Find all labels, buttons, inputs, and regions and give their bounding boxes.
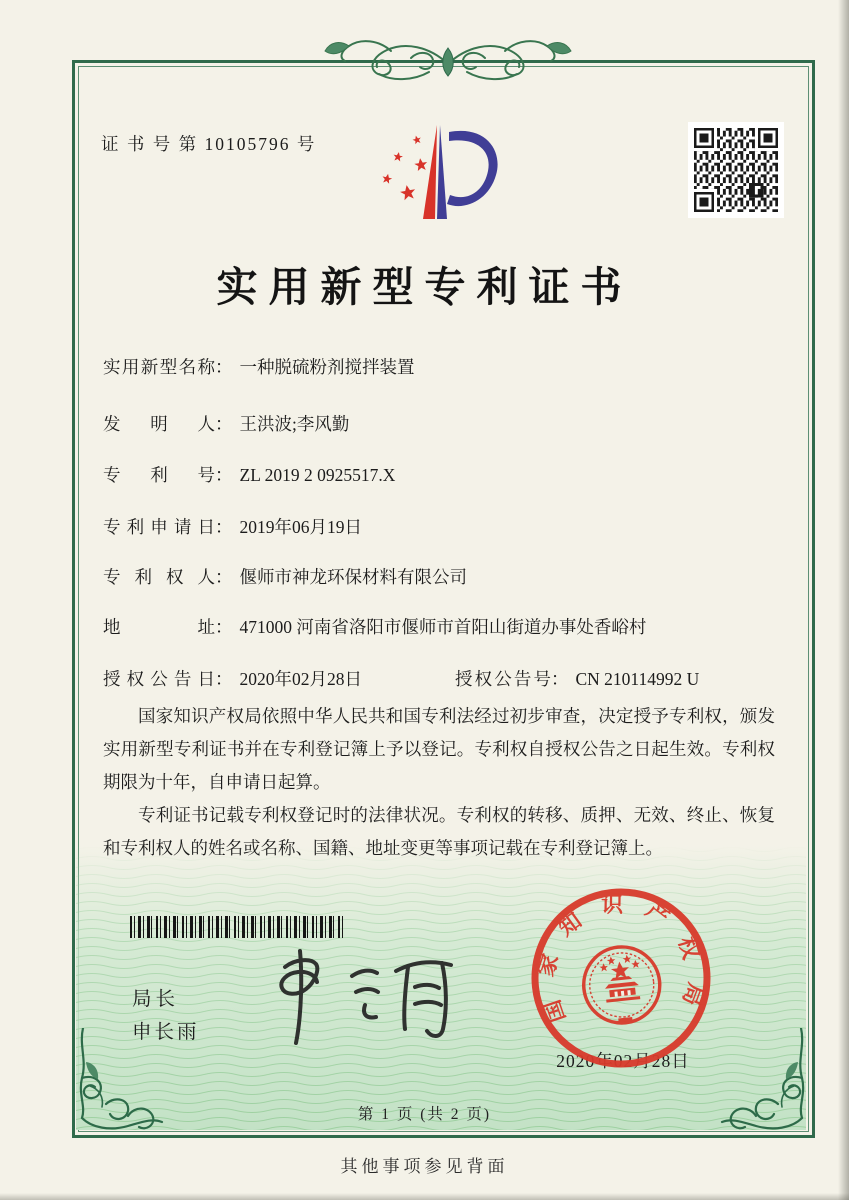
legal-text (103, 700, 775, 865)
field-value: 2019年06月19日 (239, 517, 362, 537)
center-leaf (443, 48, 454, 76)
field-grant-date (103, 669, 362, 689)
barcode (130, 916, 346, 938)
colon: ： (215, 567, 233, 587)
field-grant-number (455, 666, 699, 691)
field-value: CN 210114992 U (575, 669, 700, 689)
field-value: ZL 2019 2 0925517.X (239, 465, 396, 485)
scan-edge-right (838, 0, 849, 1200)
field-label: 地址 (103, 617, 215, 637)
field-label: 授权公告号 (455, 669, 551, 689)
field-value: 王洪波;李风勤 (239, 414, 350, 434)
cnipa-logo (365, 112, 540, 237)
qr-code (688, 122, 784, 218)
colon: ： (215, 357, 233, 377)
field-label: 专利申请日 (103, 517, 215, 537)
commissioner-name: 申长雨 (132, 1022, 200, 1043)
colon: ： (551, 669, 569, 689)
field-label: 授权公告日 (103, 669, 215, 689)
back-note: 其他事项参见背面 (340, 1157, 509, 1176)
logo-stars (381, 135, 428, 201)
field-value: 2020年02月28日 (239, 669, 362, 689)
field-label: 发明人 (103, 414, 215, 434)
field-label: 专利权人 (103, 567, 215, 587)
field-application-date (103, 514, 362, 539)
colon: ： (215, 617, 233, 637)
official-seal (519, 876, 723, 1080)
field-patent-number (103, 462, 395, 487)
page-number: 第 1 页 (共 2 页) (357, 1106, 492, 1123)
scan-edge-bottom (0, 1193, 849, 1200)
top-flourish-ornament (317, 34, 579, 90)
field-patentee (103, 564, 467, 589)
seal-date: 2020年02月28日 (556, 1051, 690, 1071)
certificate-title: 实用新型专利证书 (216, 264, 633, 310)
logo-red-wedge (423, 125, 437, 219)
field-value: 偃师市神龙环保材料有限公司 (239, 567, 467, 587)
field-address (103, 614, 646, 639)
commissioner-signature (255, 943, 465, 1051)
field-label: 实用新型名称 (103, 357, 215, 377)
colon: ： (215, 414, 233, 434)
field-label: 专利号 (103, 465, 215, 485)
field-inventors (103, 411, 349, 436)
field-value: 471000 河南省洛阳市偃师市首阳山街道办事处香峪村 (239, 617, 647, 637)
logo-p-bowl (447, 131, 498, 206)
field-value: 一种脱硫粉剂搅拌装置 (239, 357, 415, 377)
field-utility-model-name (103, 354, 415, 379)
certificate-number: 证 书 号 第 10105796 号 (101, 134, 317, 154)
national-emblem (580, 943, 664, 1028)
colon: ： (215, 669, 233, 689)
logo-blue-wedge (437, 125, 447, 219)
colon: ： (215, 517, 233, 537)
field-grant-row (103, 666, 775, 691)
seal-arc-text: 国家知识产权局 (532, 891, 710, 1028)
colon: ： (215, 465, 233, 485)
commissioner-title: 局长 (132, 989, 180, 1010)
legal-paragraph-1: 国家知识产权局依照中华人民共和国专利法经过初步审查，决定授予专利权，颁发实用新型专利证书并在专利登记簿上予以登记。专利权自授权公告之日起生效。专利权期限为十年，自申请日起算。 (103, 706, 775, 792)
legal-paragraph-2: 专利证书记载专利权登记时的法律状况。专利权的转移、质押、无效、终止、恢复和专利权人的姓名或名称、国籍、地址变更等事项记载在专利登记簿上。 (103, 805, 775, 858)
